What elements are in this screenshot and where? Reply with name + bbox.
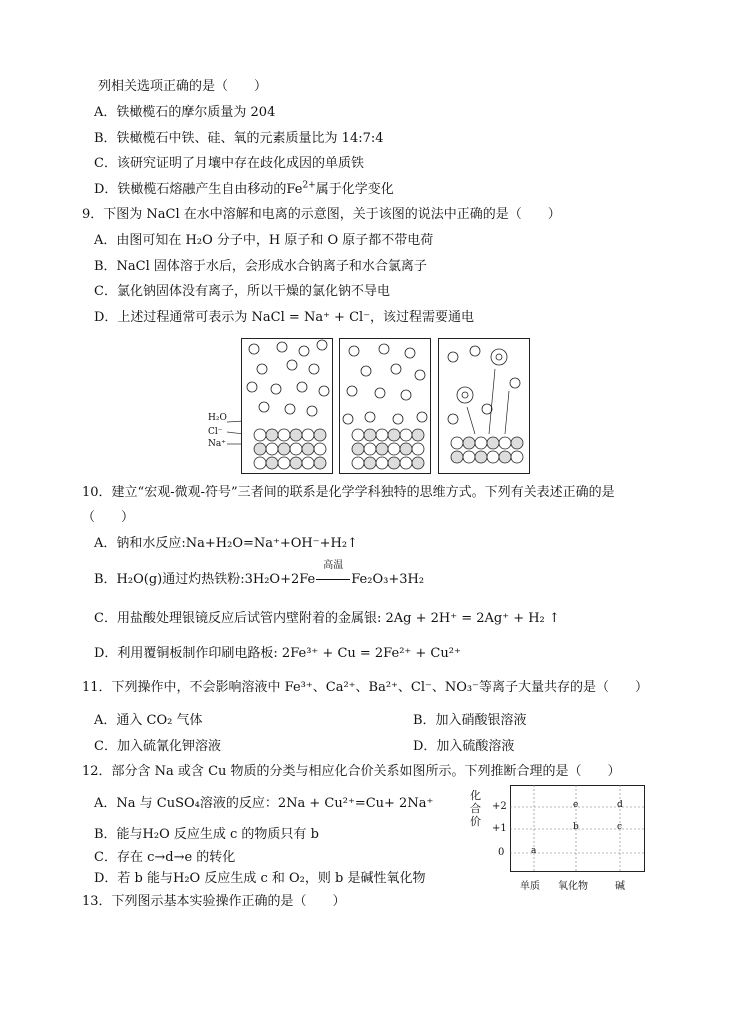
q12-option-d: D．若 b 能与H₂O 反应生成 c 和 O₂，则 b 是碱性氧化物 [94, 871, 426, 886]
label-cl: Cl⁻ [208, 427, 223, 437]
point-a: a [531, 846, 537, 856]
q8-option-d: D．铁橄榄石熔融产生自由移动的$Fe^{2+}$属于化学变化 [94, 180, 394, 197]
panel-1-molecules [242, 339, 332, 473]
q11-option-d: D．加入硫酸溶液 [413, 739, 515, 754]
q8-option-c: C．该研究证明了月壤中存在歧化成因的单质铁 [94, 156, 364, 171]
ytick-plus1: +1 [492, 823, 507, 834]
q12-option-b: B．能与H₂O 反应生成 c 的物质只有 b [94, 827, 319, 842]
q10-stem: 10．建立“宏观-微观-符号”三者间的联系是化学学科独特的思维方式。下列有关表述正确的是 [82, 485, 615, 500]
ytick-plus2: +2 [492, 801, 507, 812]
q8-option-b: B．铁橄榄石中铁、硅、氧的元素质量比为 14:7:4 [94, 131, 384, 146]
q12-option-a: A．Na 与 CuSO₄溶液的反应：2Na + Cu²⁺=Cu+ 2Na⁺ [94, 796, 434, 811]
q12-stem: 12．部分含 Na 或含 Cu 物质的分类与相应化合价关系如图所示。下列推断合理的是（ ） [82, 764, 621, 779]
q9-option-d: D．上述过程通常可表示为 NaCl = Na⁺ + Cl⁻，该过程需要通电 [94, 310, 475, 325]
valence-chart [470, 785, 650, 893]
panel-3-molecules [439, 339, 529, 473]
point-c: c [617, 822, 623, 832]
q9-option-a: A．由图可知在 H₂O 分子中，H 原子和 O 原子都不带电荷 [94, 233, 434, 248]
point-e: e [573, 800, 579, 810]
q11-option-a: A．通入 CO₂ 气体 [94, 713, 203, 728]
q10-option-a: A．钠和水反应:Na+H₂O=Na⁺+OH⁻+H₂↑ [94, 536, 358, 551]
q12-option-c: C．存在 c→d→e 的转化 [94, 850, 236, 865]
q10-stem-paren: （ ） [82, 510, 135, 525]
q10-option-d: D．利用覆铜板制作印刷电路板: 2Fe³⁺ + Cu = 2Fe²⁺ + Cu²⁺ [94, 646, 461, 661]
figure-panel-2 [339, 338, 431, 474]
q10-option-c: C．用盐酸处理银镜反应后试管内壁附着的金属银: 2Ag + 2H⁺ = 2Ag⁺ + H₂ ↑ [94, 611, 560, 626]
figure-panel-3 [438, 338, 530, 474]
q10-option-b: B．H₂O(g)通过灼热铁粉:3H₂O+2Fe 高温 Fe₂O₃+3H₂ [94, 560, 425, 587]
q9-option-b: B．NaCl 固体溶于水后，会形成水合钠离子和水合氯离子 [94, 259, 427, 274]
q11-option-b: B．加入硝酸银溶液 [413, 713, 527, 728]
point-b: b [573, 822, 579, 832]
q8-option-a: A．铁橄榄石的摩尔质量为 204 [94, 105, 276, 120]
point-d: d [617, 800, 623, 810]
chart-ylabel: 化合价 [470, 789, 481, 828]
xcat-base: 碱 [615, 881, 625, 892]
q8-stem: 列相关选项正确的是（ ） [98, 79, 268, 94]
q11-option-c: C．加入硫氰化钾溶液 [94, 739, 221, 754]
q13-stem: 13．下列图示基本实验操作正确的是（ ） [82, 894, 346, 909]
q9-option-c: C．氯化钠固体没有离子，所以干燥的氯化钠不导电 [94, 284, 390, 299]
label-na: Na⁺ [208, 439, 226, 449]
ytick-zero: 0 [498, 847, 505, 858]
figure-panel-1 [241, 338, 333, 474]
label-h2o: H₂O [208, 413, 227, 423]
panel-2-molecules [340, 339, 430, 473]
q9-stem: 9．下图为 NaCl 在水中溶解和电离的示意图，关于该图的说法中正确的是（ ） [82, 207, 561, 222]
q11-stem: 11．下列操作中，不会影响溶液中 Fe³⁺、Ca²⁺、Ba²⁺、Cl⁻、NO₃⁻等离子大量共存的是（ ） [82, 680, 648, 695]
xcat-elemental: 单质 [520, 881, 540, 892]
xcat-oxide: 氧化物 [558, 881, 588, 892]
